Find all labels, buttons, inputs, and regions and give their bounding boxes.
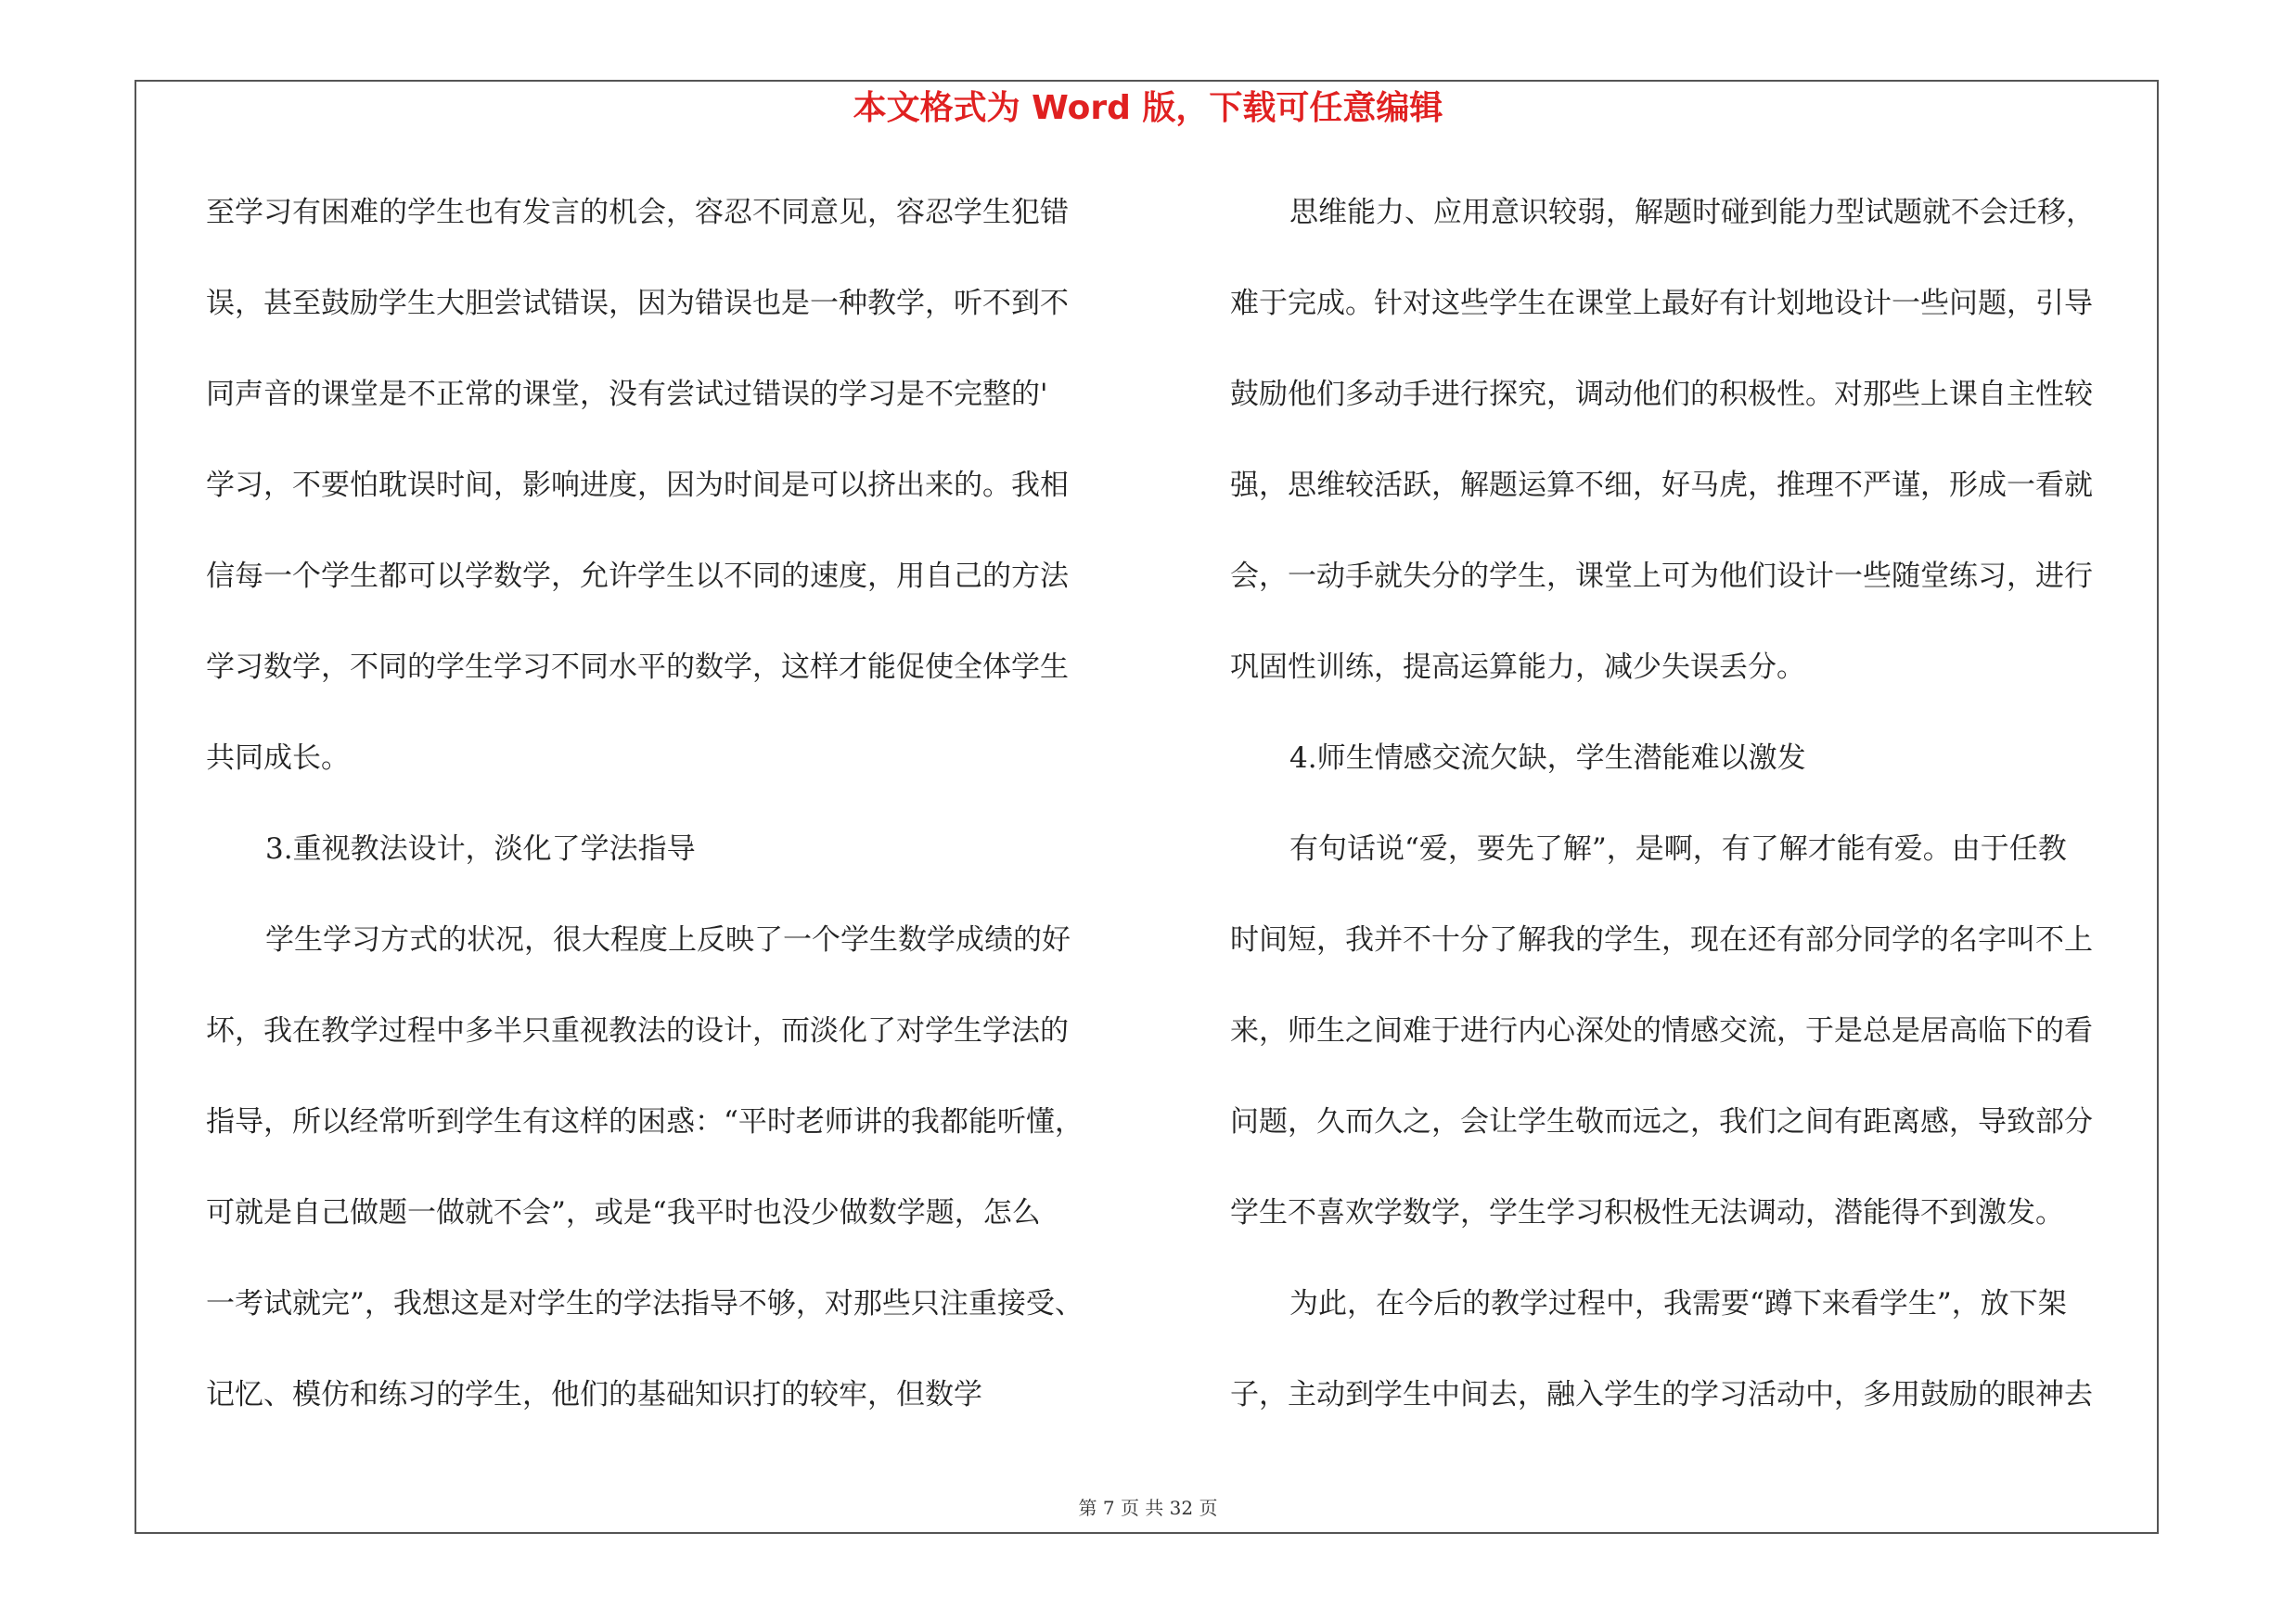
body-line: 问题，久而久之，会让学生敬而远之，我们之间有距离感，导致部分 (1230, 1105, 2093, 1139)
body-line: 信每一个学生都可以学数学，允许学生以不同的速度，用自己的方法 (206, 560, 1069, 593)
body-line: 来，师生之间难于进行内心深处的情感交流，于是总是居高临下的看 (1230, 1014, 2093, 1048)
right-text-column (1230, 186, 2153, 1459)
body-line: 坏，我在教学过程中多半只重视教法的设计，而淡化了对学生学法的 (206, 1014, 1069, 1048)
body-line: 可就是自己做题一做就不会”，或是“我平时也没少做数学题，怎么 (206, 1196, 1041, 1230)
body-line: 会，一动手就失分的学生，课堂上可为他们设计一些随堂练习，进行 (1230, 560, 2093, 593)
body-line: 学生不喜欢学数学，学生学习积极性无法调动，潜能得不到激发。 (1230, 1196, 2064, 1230)
body-line: 时间短，我并不十分了解我的学生，现在还有部分同学的名字叫不上 (1230, 923, 2093, 957)
body-line: 难于完成。针对这些学生在课堂上最好有计划地设计一些问题，引导 (1230, 287, 2093, 320)
body-line: 误，甚至鼓励学生大胆尝试错误，因为错误也是一种教学，听不到不 (206, 287, 1069, 320)
body-line: 为此，在今后的教学过程中，我需要“蹲下来看学生”，放下架 (1289, 1287, 2067, 1320)
body-line: 子，主动到学生中间去，融入学生的学习活动中，多用鼓励的眼神去 (1230, 1378, 2093, 1411)
body-line: 思维能力、应用意识较弱，解题时碰到能力型试题就不会迁移， (1289, 196, 2095, 229)
body-line: 记忆、模仿和练习的学生，他们的基础知识打的较牢，但数学 (206, 1378, 982, 1411)
body-line: 有句话说“爱，要先了解”，是啊，有了解才能有爱。由于任教 (1289, 832, 2067, 866)
section-heading: 3.重视教法设计，淡化了学法指导 (265, 832, 696, 866)
body-line: 指导，所以经常听到学生有这样的困惑：“平时老师讲的我都能听懂， (206, 1105, 1084, 1139)
format-banner: 本文格式为 Word 版，下载可任意编辑 (853, 89, 1443, 127)
section-heading: 4.师生情感交流欠缺，学生潜能难以激发 (1289, 741, 1806, 775)
body-line: 鼓励他们多动手进行探究，调动他们的积极性。对那些上课自主性较 (1230, 378, 2093, 411)
body-line: 学习，不要怕耽误时间，影响进度，因为时间是可以挤出来的。我相 (206, 469, 1069, 502)
body-line: 共同成长。 (206, 741, 350, 775)
body-line: 巩固性训练，提高运算能力，减少失误丢分。 (1230, 650, 1805, 684)
body-line: 学习数学，不同的学生学习不同水平的数学，这样才能促使全体学生 (206, 650, 1069, 684)
body-line: 至学习有困难的学生也有发言的机会，容忍不同意见，容忍学生犯错 (206, 196, 1069, 229)
left-text-column (206, 186, 1129, 1459)
body-line: 强，思维较活跃，解题运算不细，好马虎，推理不严谨，形成一看就 (1230, 469, 2093, 502)
body-line: 学生学习方式的状况，很大程度上反映了一个学生数学成绩的好 (265, 923, 1071, 957)
page-number: 第 7 页 共 32 页 (1078, 1497, 1218, 1519)
body-line: 一考试就完”，我想这是对学生的学法指导不够，对那些只注重接受、 (206, 1287, 1084, 1320)
body-line: 同声音的课堂是不正常的课堂，没有尝试过错误的学习是不完整的' (206, 378, 1048, 411)
